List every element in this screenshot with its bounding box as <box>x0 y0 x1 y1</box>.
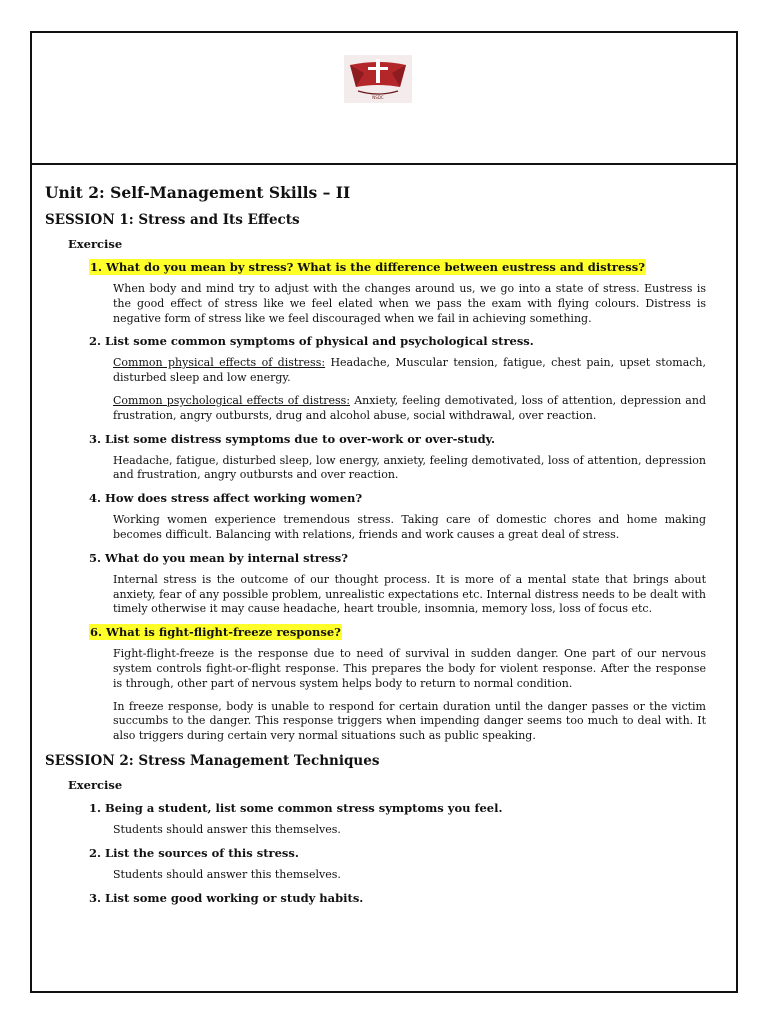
physical-effects-label: Common physical effects of distress: <box>113 356 326 370</box>
session1-exercise-label: Exercise <box>68 237 123 251</box>
s1-answer-2-psychological <box>113 394 706 424</box>
page-frame <box>30 31 738 993</box>
s1-answer-6-part2: In freeze response, body is unable to respond for certain duration until the danger passes or the victim succumbs to the danger. This response triggers when impending danger seems too much to deal with. It also triggers during certain very normal situations such as public speaking. <box>113 699 706 743</box>
s1-answer-4: Working women experience tremendous stress. Taking care of domestic chores and home making becomes difficult. Balancing with relations, friends and work causes a great deal of stress. <box>113 513 706 541</box>
s1-question-1 <box>89 260 725 275</box>
s2-question-2: 2. List the sources of this stress. <box>89 845 299 860</box>
s1-answer-3: Headache, fatigue, disturbed sleep, low energy, anxiety, feeling demotivated, loss of attention, depression and frustration, angry outbursts and over reaction. <box>113 453 706 482</box>
s1-question-1-text: 1. What do you mean by stress? What is the difference between eustress and distress? <box>90 260 645 274</box>
document-body <box>45 183 725 913</box>
s1-answer-1: When body and mind try to adjust with the changes around us, we go into a state of stress. Eustress is the good effect of stress like we feel elated when we pass the exam with flying colours. Distress is negative form of stress like we feel discouraged when we fail in achieving something. <box>113 282 706 325</box>
nsdc-logo <box>344 55 412 103</box>
session2-title: SESSION 2: Stress Management Techniques <box>45 752 380 769</box>
session2-exercise-label: Exercise <box>68 777 123 792</box>
s1-answer-6-part1: Fight-flight-freeze is the response due to need of survival in sudden danger. One part of our nervous system controls fight-or-flight response. This prepares the body for violent response. After the response is through, other part of nervous system helps body to return to normal condition. <box>113 647 706 690</box>
psychological-effects-text: Anxiety, feeling demotivated, loss of attention, depression and frustration, angry outbursts, drug and alcohol abuse, social withdrawal, over reaction. <box>113 393 706 422</box>
s2-answer-2: Students should answer this themselves. <box>113 867 341 881</box>
s1-question-6 <box>89 625 725 640</box>
s2-question-3: 3. List some good working or study habits. <box>89 890 364 905</box>
physical-effects-text: Headache, Muscular tension, fatigue, chest pain, upset stomach, disturbed sleep and low energy. <box>113 356 706 385</box>
unit-title: Unit 2: Self-Management Skills – II <box>45 183 351 202</box>
s1-question-2: 2. List some common symptoms of physical and psychological stress. <box>89 334 534 349</box>
s2-question-1: 1. Being a student, list some common stress symptoms you feel. <box>89 800 503 815</box>
s1-question-6-text: 6. What is fight-flight-freeze response? <box>90 625 341 640</box>
s1-question-3: 3. List some distress symptoms due to over-work or over-study. <box>89 431 496 446</box>
page-header <box>32 33 736 165</box>
logo-caption: NSDC <box>372 95 384 100</box>
s1-answer-5: Internal stress is the outcome of our thought process. It is more of a mental state that brings about anxiety, fear of any possible problem, unrealistic expectations etc. Internal distress needs to be dealt with timely otherwise it may cause headache, heart trouble, insomnia, memory loss, loss of focus etc. <box>113 572 706 616</box>
session1-title: SESSION 1: Stress and Its Effects <box>45 212 300 228</box>
psychological-effects-label: Common psychological effects of distress: <box>113 393 351 407</box>
s1-question-4: 4. How does stress affect working women? <box>89 491 363 506</box>
s1-answer-2-physical <box>113 356 706 386</box>
s2-answer-1: Students should answer this themselves. <box>113 822 341 836</box>
s1-question-5: 5. What do you mean by internal stress? <box>89 550 348 565</box>
